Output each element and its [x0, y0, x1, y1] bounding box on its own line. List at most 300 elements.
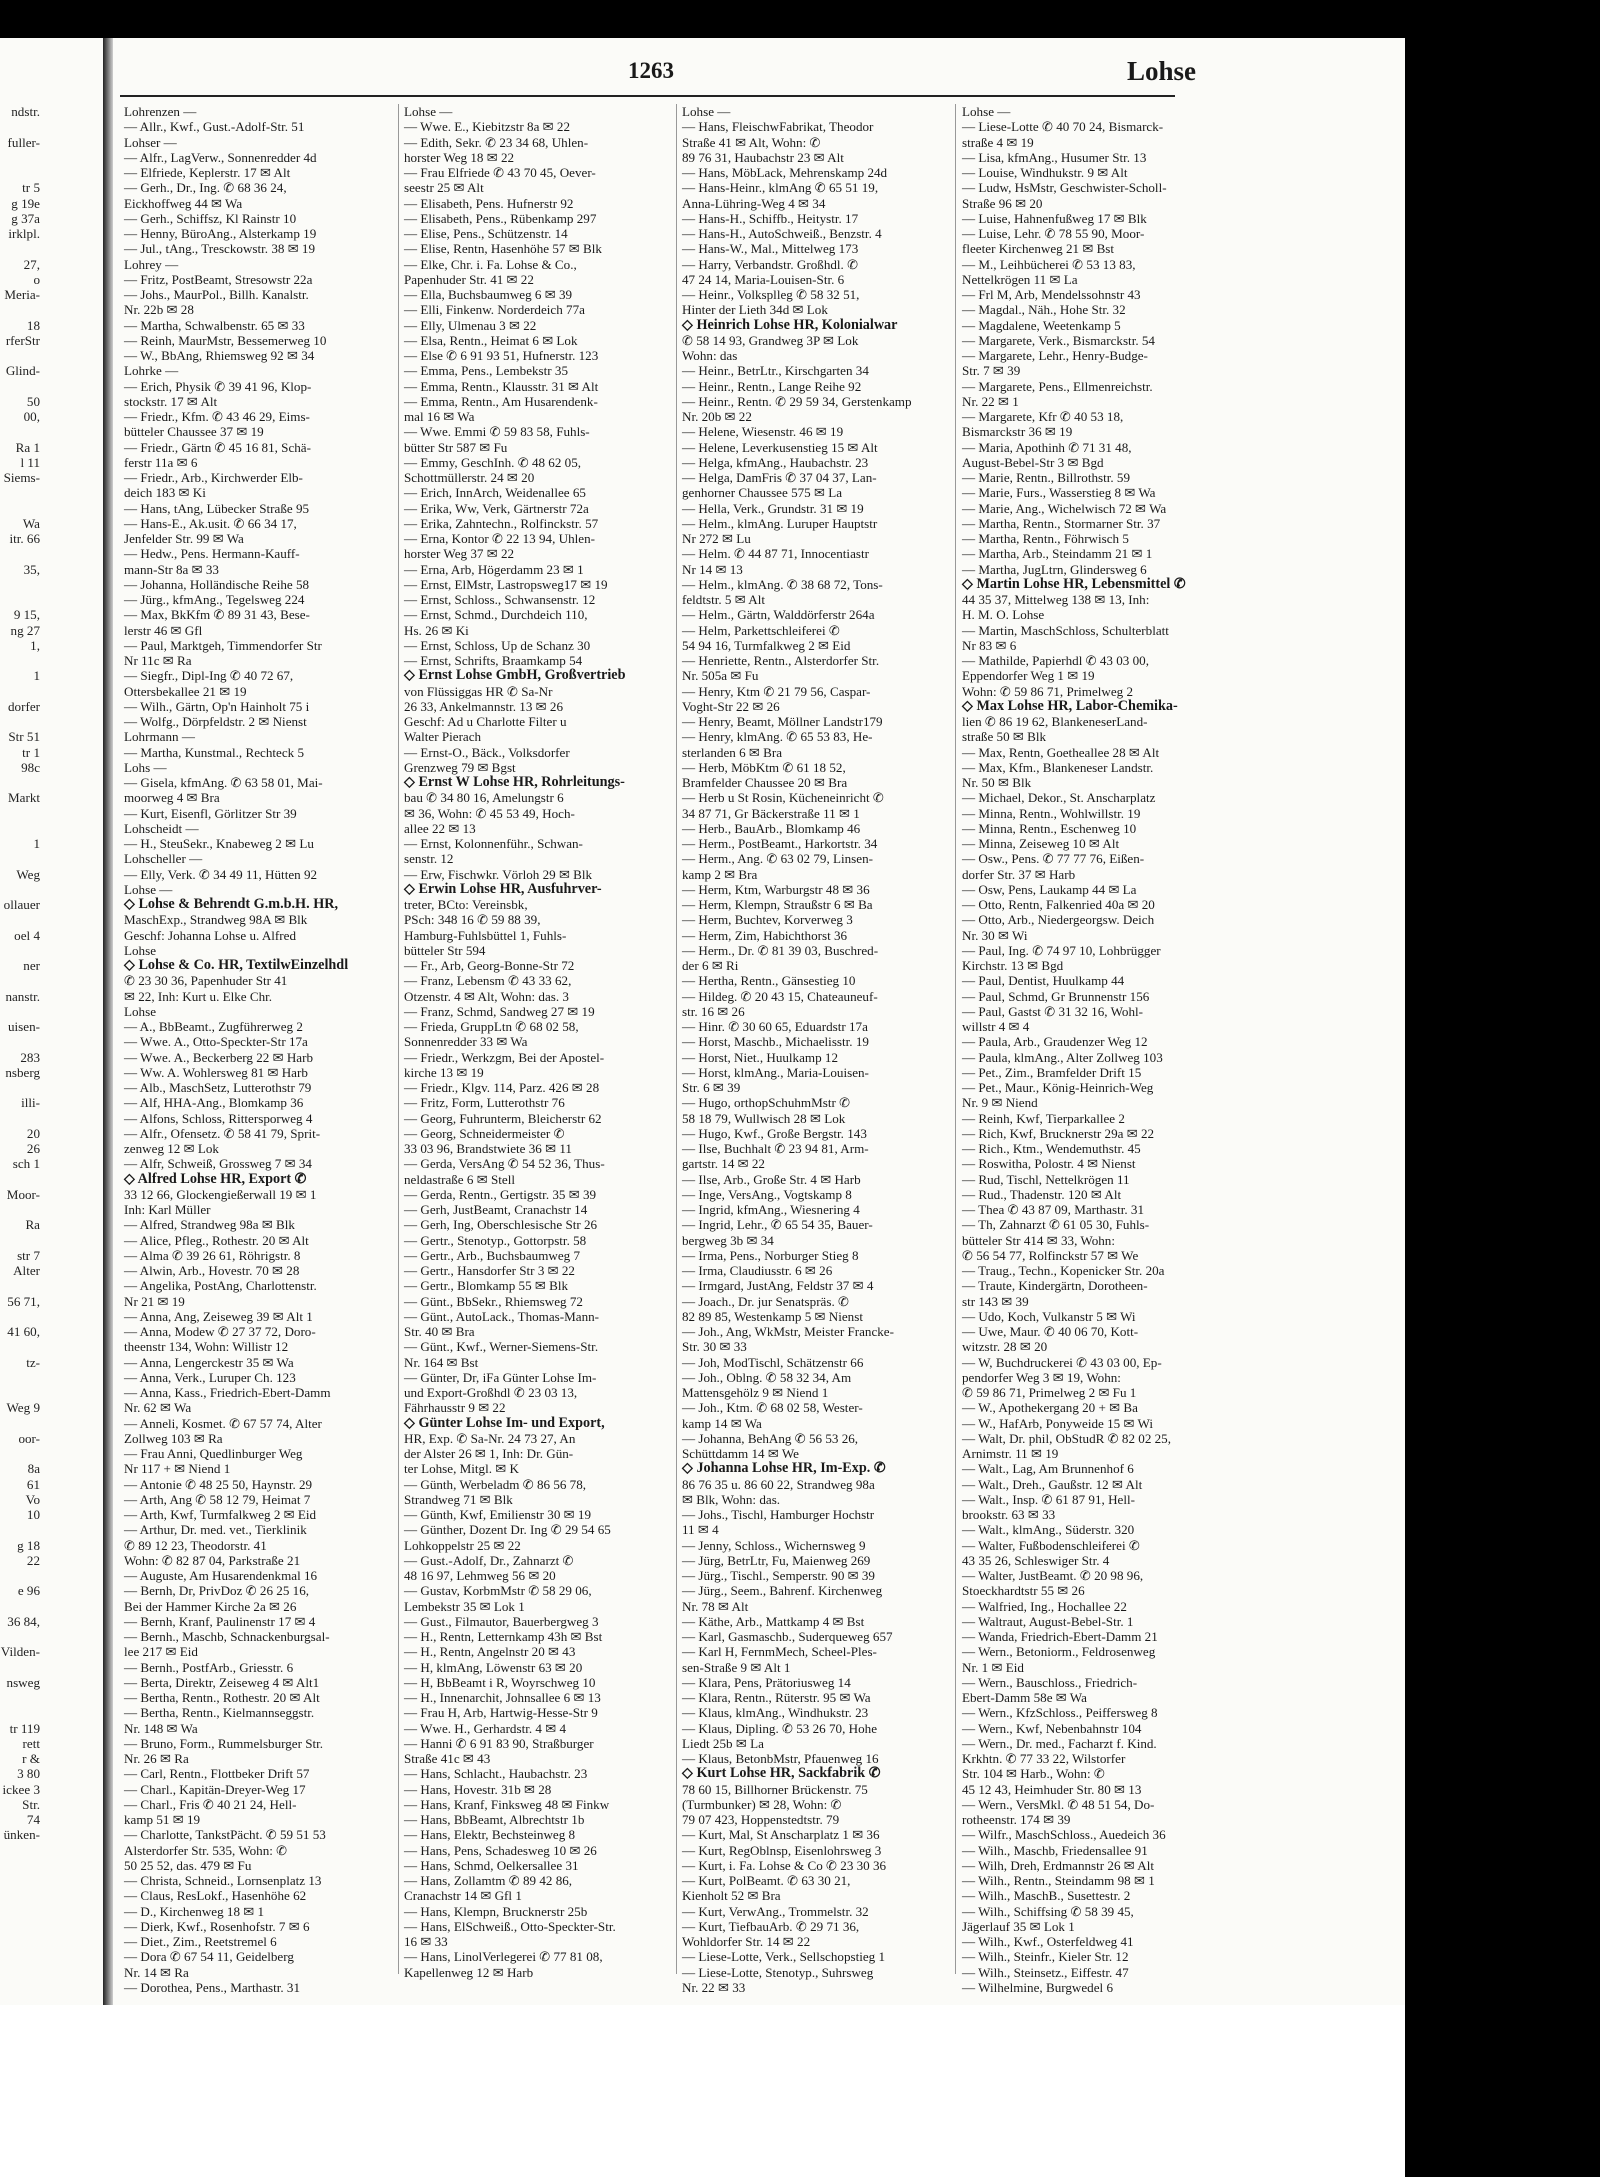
directory-entry: — Ingrid, Lehr., ✆ 65 54 35, Bauer- [682, 1217, 873, 1233]
directory-entry: — Gust., Filmautor, Bauerbergweg 3 [404, 1613, 599, 1629]
edge-fragment: 1, [30, 637, 40, 653]
directory-entry: rotheenstr. 174 ✉ 39 [962, 1812, 1071, 1827]
directory-entry: Straße 96 ✉ 20 [962, 195, 1043, 211]
edge-fragment: Ra [25, 1217, 40, 1233]
firm-entry: ◇ Martin Lohse HR, Lebensmittel ✆ [962, 575, 1186, 592]
directory-entry: — Paul, Dentist, Huulkamp 44 [962, 973, 1125, 989]
edge-fragment [0, 119, 40, 134]
directory-entry: — W, Buchdruckerei ✆ 43 03 00, Ep- [962, 1354, 1162, 1370]
directory-entry: — Paul, Gastst ✆ 31 32 16, Wohl- [962, 1003, 1143, 1019]
directory-entry: — Th, Zahnarzt ✆ 61 05 30, Fuhls- [962, 1217, 1150, 1233]
directory-entry: — Helga, kfmAng., Haubachstr. 23 [682, 454, 869, 470]
directory-entry: — Udo, Koch, Vulkanstr 5 ✉ Wi [962, 1308, 1136, 1324]
directory-entry: zenweg 12 ✉ Lok [124, 1141, 219, 1156]
edge-fragment [0, 653, 40, 668]
directory-entry: — Wilh., Rentn., Steindamm 98 ✉ 1 [962, 1873, 1155, 1888]
directory-entry: — H., Rentn, Letternkamp 43h ✉ Bst [404, 1629, 603, 1644]
edge-fragment [0, 714, 40, 729]
directory-entry: — Helm., klmAng. Luruper Hauptstr [682, 515, 878, 531]
directory-entry: — Martha, Schwalbenstr. 65 ✉ 33 [124, 317, 305, 333]
edge-fragment [0, 1629, 40, 1644]
edge-fragment: 36 84, [7, 1613, 40, 1629]
directory-entry: — Elly, Ulmenau 3 ✉ 22 [404, 317, 537, 333]
edge-fragment: itr. 66 [9, 531, 40, 546]
directory-entry: — Jul., tAng., Tresckowstr. 38 ✉ 19 [124, 241, 316, 257]
directory-entry: bau ✆ 34 80 16, Amelungstr 6 [404, 790, 564, 806]
directory-entry: Straße 41 ✉ Alt, Wohn: ✆ [682, 134, 821, 150]
directory-entry: — Frieda, GruppLtn ✆ 68 02 58, [404, 1019, 579, 1034]
directory-entry: — Kurt, i. Fa. Lohse & Co ✆ 23 30 36 [682, 1857, 887, 1873]
directory-entry: Wohn: ✆ 82 87 04, Parkstraße 21 [124, 1552, 301, 1568]
directory-entry: — Frl M, Arb, Mendelssohnstr 43 [962, 287, 1141, 302]
directory-entry: — Günt., Kwf., Werner-Siemens-Str. [404, 1339, 599, 1355]
directory-entry: — Ernst-O., Bäck., Volksdorfer [404, 744, 570, 760]
directory-entry: — Herm., Ang. ✆ 63 02 79, Linsen- [682, 851, 873, 867]
directory-entry: — Walt., Dreh., Gaußstr. 12 ✉ Alt [962, 1476, 1143, 1492]
firm-entry: ◇ Günter Lohse Im- und Export, [404, 1414, 605, 1431]
directory-entry: 33 12 66, Glockengießerwall 19 ✉ 1 [124, 1186, 317, 1202]
directory-entry: — Karl H, FernmMech, Scheel-Ples- [682, 1644, 877, 1660]
directory-entry: — Herm, Zim, Habichthorst 36 [682, 927, 848, 943]
directory-entry: — A., BbBeamt., Zugführerweg 2 [124, 1019, 303, 1034]
directory-entry: — Gertr., Hansdorfer Str 3 ✉ 22 [404, 1263, 575, 1278]
directory-entry: neldastraße 6 ✉ Stell [404, 1171, 515, 1187]
directory-entry: — Jürg, BetrLtr, Fu, Maienweg 269 [682, 1552, 871, 1568]
directory-entry: feldtstr. 5 ✉ Alt [682, 592, 765, 607]
directory-entry: — Hans-E., Ak.usit. ✆ 66 34 17, [124, 515, 297, 531]
directory-entry: Nettelkrögen 11 ✉ La [962, 271, 1078, 287]
directory-entry: — Elli, Finkenw. Norderdeich 77a [404, 302, 585, 318]
edge-fragment: Markt [8, 790, 40, 806]
directory-entry: Eickhoffweg 44 ✉ Wa [124, 195, 243, 211]
directory-entry: — Walt., Lag, Am Brunnenhof 6 [962, 1461, 1134, 1477]
directory-entry: — Wilh., Kwf., Osterfeldweg 41 [962, 1934, 1134, 1949]
directory-entry: — Gerh, JustBeamt, Cranachstr 14 [404, 1202, 588, 1217]
directory-entry: — M., Leihbücherei ✆ 53 13 83, [962, 256, 1136, 272]
directory-entry: HR, Exp. ✆ Sa-Nr. 24 73 27, An [404, 1430, 576, 1446]
directory-entry: — Wilfr., MaschSchloss., Auedeich 36 [962, 1827, 1166, 1843]
directory-entry: Nr. 20b ✉ 22 [682, 409, 752, 424]
directory-entry: horster Weg 18 ✉ 22 [404, 149, 515, 165]
directory-entry: — Ludw, HsMstr, Geschwister-Scholl- [962, 180, 1167, 196]
directory-entry: 54 94 16, Turmfalkweg 2 ✉ Eid [682, 637, 851, 653]
directory-entry: — Ernst, Schmd., Durchdeich 110, [404, 607, 588, 623]
directory-entry: — Emma, Rentn., Am Husarendenk- [404, 393, 598, 409]
column-divider [676, 104, 677, 1974]
directory-entry: — Harry, Verbandstr. Großhdl. ✆ [682, 256, 859, 272]
directory-entry: — Horst, klmAng., Maria-Louisen- [682, 1064, 869, 1080]
directory-entry: — Ernst, Schrifts, Braamkamp 54 [404, 653, 583, 668]
edge-fragment: 10 [26, 1507, 40, 1522]
directory-entry: — Hinr. ✆ 30 60 65, Eduardstr 17a [682, 1019, 868, 1034]
directory-entry: — Kurt, Mal, St Anscharplatz 1 ✉ 36 [682, 1827, 880, 1843]
directory-entry: — Heinr., Volksplleg ✆ 58 32 51, [682, 287, 860, 302]
directory-entry: — Thea ✆ 43 87 09, Marthastr. 31 [962, 1202, 1145, 1217]
directory-entry: — Gerda, Rentn., Gertigstr. 35 ✉ 39 [404, 1186, 597, 1202]
directory-entry: — Wern., Bauschloss., Friedrich- [962, 1674, 1138, 1690]
directory-entry: ✉ 36, Wohn: ✆ 45 53 49, Hoch- [404, 805, 575, 821]
directory-entry: — Friedr., Werkzgm, Bei der Apostel- [404, 1049, 605, 1065]
edge-fragment: tr 1 [22, 744, 40, 760]
directory-entry: — Bruno, Form., Rummelsburger Str. [124, 1735, 324, 1751]
directory-entry: — Pet., Maur., König-Heinrich-Weg [962, 1080, 1154, 1095]
directory-entry: brookstr. 63 ✉ 33 [962, 1507, 1056, 1522]
directory-entry: — Irma, Claudiusstr. 6 ✉ 26 [682, 1263, 833, 1278]
directory-entry: — Henry, klmAng. ✆ 65 53 83, He- [682, 729, 873, 745]
directory-entry: — Helm., klmAng. ✆ 38 68 72, Tons- [682, 576, 883, 592]
directory-entry: — Wern., Betoniorm., Feldrosenweg [962, 1644, 1156, 1660]
edge-fragment: uisen- [8, 1019, 40, 1034]
directory-entry: Lohscheller — [124, 851, 203, 867]
column-divider [955, 104, 956, 1974]
edge-fragment: r & [22, 1751, 40, 1766]
directory-entry: — Angelika, PostAng, Charlottenstr. [124, 1278, 317, 1294]
directory-entry: — Jürg., kfmAng., Tegelsweg 224 [124, 592, 305, 607]
directory-entry: — Dierk, Kwf., Rosenhofstr. 7 ✉ 6 [124, 1918, 310, 1934]
directory-entry: — Alfr., Ofensetz. ✆ 58 41 79, Sprit- [124, 1125, 321, 1141]
directory-entry: — Johs., MaurPol., Billh. Kanalstr. [124, 287, 309, 302]
directory-entry: 50 25 52, das. 479 ✉ Fu [124, 1857, 252, 1873]
directory-entry: Lembekstr 35 ✉ Lok 1 [404, 1598, 525, 1614]
edge-fragment [0, 1705, 40, 1720]
directory-entry: — Wwe. A., Otto-Speckter-Str 17a [124, 1034, 308, 1050]
edge-fragment: 50 [26, 393, 40, 409]
edge-fragment [0, 1278, 40, 1293]
directory-entry: — Karl, Gasmaschb., Suderqueweg 657 [682, 1629, 893, 1644]
directory-entry: Str. 7 ✉ 39 [962, 363, 1021, 379]
directory-entry: Lohse — [404, 104, 453, 119]
edge-fragment: nsberg [5, 1064, 40, 1080]
page-number: 1263 [628, 58, 674, 83]
edge-fragment: Alter [13, 1263, 40, 1278]
edge-fragment [0, 1568, 40, 1583]
directory-entry: Wohn: ✆ 59 86 71, Primelweg 2 [962, 683, 1134, 699]
edge-fragment [0, 973, 40, 988]
directory-entry: 89 76 31, Haubachstr 23 ✉ Alt [682, 149, 844, 165]
directory-entry: mal 16 ✉ Wa [404, 409, 475, 424]
directory-entry: Cranachstr 14 ✉ Gfl 1 [404, 1888, 522, 1904]
edge-fragment: tr 119 [9, 1720, 40, 1736]
directory-entry: — Christa, Schneid., Lornsenplatz 13 [124, 1873, 322, 1888]
directory-entry: — Günt., AutoLack., Thomas-Mann- [404, 1308, 600, 1324]
directory-entry: — Hans, ElSchweiß., Otto-Speckter-Str. [404, 1918, 616, 1934]
directory-entry: Stoeckhardtstr 55 ✉ 26 [962, 1583, 1085, 1599]
directory-entry: — Jürg., Seem., Bahrenf. Kirchenweg [682, 1583, 883, 1599]
directory-entry: Lohrey — [124, 256, 179, 272]
directory-entry: — Walt., klmAng., Süderstr. 320 [962, 1522, 1135, 1538]
edge-fragment [0, 1522, 40, 1537]
directory-entry: Ottersbekallee 21 ✉ 19 [124, 683, 247, 699]
directory-entry: ✆ 59 86 71, Primelweg 2 ✉ Fu 1 [962, 1385, 1137, 1400]
directory-entry: — Wilh., Steinsetz., Eiffestr. 47 [962, 1964, 1129, 1980]
directory-entry: — Erna, Kontor ✆ 22 13 94, Uhlen- [404, 531, 595, 546]
edge-fragment [0, 851, 40, 866]
directory-entry: willstr 4 ✉ 4 [962, 1019, 1030, 1034]
edge-fragment [0, 1690, 40, 1705]
directory-entry: — Gertr., Stenotyp., Gottorpstr. 58 [404, 1232, 587, 1248]
directory-entry: — Liese-Lotte, Stenotyp., Suhrsweg [682, 1964, 874, 1980]
directory-entry: — Wwe. H., Gerhardstr. 4 ✉ 4 [404, 1720, 567, 1736]
edge-fragment: 283 [20, 1049, 40, 1065]
directory-entry: — Liese-Lotte, Verk., Sellschopstieg 1 [682, 1949, 886, 1965]
directory-entry: Nr 14 ✉ 13 [682, 561, 743, 577]
directory-entry: — Liese-Lotte ✆ 40 70 24, Bismarck- [962, 119, 1164, 135]
directory-entry: — Henny, BüroAng., Alsterkamp 19 [124, 226, 317, 241]
directory-entry: — Alfons, Schloss, Rittersporweg 4 [124, 1110, 313, 1126]
directory-entry: — Erw, Fischwkr. Vörloh 29 ✉ Blk [404, 866, 593, 882]
directory-entry: — Ernst, Schloss., Schwansenstr. 12 [404, 592, 596, 607]
directory-entry: — Frau Elfriede ✆ 43 70 45, Oever- [404, 165, 596, 180]
directory-entry: — Charlotte, TankstPächt. ✆ 59 51 53 [124, 1827, 326, 1843]
directory-entry: Anna-Lühring-Weg 4 ✉ 34 [682, 195, 826, 211]
directory-entry: — Herm, Ktm, Warburgstr 48 ✉ 36 [682, 881, 870, 897]
edge-fragment [0, 1004, 40, 1019]
directory-entry: — Helm. ✆ 44 87 71, Innocentiastr [682, 546, 869, 562]
directory-entry: — Günther, Dozent Dr. Ing ✆ 29 54 65 [404, 1522, 611, 1538]
directory-entry: — Erika, Ww, Verk, Gärtnerstr 72a [404, 500, 589, 516]
directory-entry: — H., Innenarchit, Johnsallee 6 ✉ 13 [404, 1690, 601, 1705]
directory-entry: — Dora ✆ 67 54 11, Geidelberg [124, 1949, 294, 1965]
directory-entry: — Anna, Modew ✆ 27 37 72, Doro- [124, 1324, 316, 1339]
directory-entry: — Margarete, Kfr ✆ 40 53 18, [962, 409, 1124, 424]
directory-entry: — Anna, Verk., Luruper Ch. 123 [124, 1369, 296, 1385]
edge-fragment: Vo [25, 1491, 40, 1507]
directory-entry: — Siegfr., Dipl-Ing ✆ 40 72 67, [124, 668, 294, 684]
directory-entry: — Franz, Lebensm ✆ 43 33 62, [404, 973, 572, 989]
directory-entry: — Alice, Pfleg., Rothestr. 20 ✉ Alt [124, 1232, 309, 1248]
directory-entry: — Lisa, kfmAng., Husumer Str. 13 [962, 149, 1147, 165]
directory-entry: Lohrmann — [124, 729, 195, 745]
edge-fragment [0, 1370, 40, 1385]
directory-column-1 [124, 104, 394, 1995]
directory-entry: — Herb u St Rosin, Kücheneinricht ✆ [682, 790, 884, 806]
directory-entry: — Hans, Pens, Schadesweg 10 ✉ 26 [404, 1842, 597, 1858]
directory-column-4 [962, 104, 1232, 1995]
directory-entry: Lohrenzen — [124, 104, 197, 119]
directory-entry: Inh: Karl Müller [124, 1202, 211, 1217]
directory-entry: Nr. 148 ✉ Wa [124, 1720, 198, 1736]
directory-entry: der Alster 26 ✉ 1, Inh: Dr. Gün- [404, 1446, 574, 1461]
directory-entry: Nr 83 ✉ 6 [962, 637, 1017, 653]
directory-entry: straße 50 ✉ Blk [962, 729, 1047, 745]
directory-entry: — Anna, Lengerckestr 35 ✉ Wa [124, 1354, 294, 1370]
directory-entry: — Minna, Rentn., Eschenweg 10 [962, 820, 1137, 836]
directory-entry: — Marie, Ang., Wichelwisch 72 ✉ Wa [962, 500, 1167, 516]
edge-fragment: 35, [23, 561, 40, 577]
directory-entry: — Hans, Kranf, Finksweg 48 ✉ Finkw [404, 1796, 610, 1812]
edge-fragment: Weg 9 [6, 1400, 40, 1416]
edge-fragment: Str. [22, 1796, 40, 1812]
directory-entry: 79 07 423, Hoppenstedtstr. 79 [682, 1812, 840, 1827]
directory-entry: — Ilse, Buchhalt ✆ 23 94 81, Arm- [682, 1141, 869, 1156]
directory-entry: — Klaus, klmAng., Windhukstr. 23 [682, 1705, 869, 1721]
directory-entry: — Traute, Kindergärtn, Dorotheen- [962, 1278, 1148, 1294]
directory-entry: Geschf: Ad u Charlotte Filter u [404, 714, 567, 729]
edge-fragment: tz- [26, 1354, 40, 1370]
directory-entry: 11 ✉ 4 [682, 1522, 719, 1538]
directory-entry: allee 22 ✉ 13 [404, 820, 476, 836]
edge-fragment: str 7 [17, 1247, 40, 1263]
directory-entry: lerstr 46 ✉ Gfl [124, 622, 203, 638]
directory-entry: — Helene, Wiesenstr. 46 ✉ 19 [682, 424, 844, 440]
directory-entry: — Martha, Rentn., Föhrwisch 5 [962, 531, 1129, 546]
directory-entry: — Mathilde, Papierhdl ✆ 43 03 00, [962, 653, 1149, 668]
directory-entry: — Helm, Parkettschleiferei ✆ [682, 622, 840, 638]
scan-border-top [0, 0, 1405, 38]
edge-fragment: Siems- [3, 470, 40, 485]
edge-fragment: rett [22, 1735, 40, 1751]
directory-entry: — Walter, Fußbodenschleiferei ✆ [962, 1537, 1140, 1553]
directory-entry: str 143 ✉ 39 [962, 1293, 1029, 1309]
edge-fragment: 20 [26, 1125, 40, 1141]
edge-fragment [0, 1660, 40, 1675]
edge-fragment: oor- [18, 1430, 40, 1446]
directory-entry: — Helga, DamFris ✆ 37 04 37, Lan- [682, 470, 877, 485]
edge-fragment: ollauer [3, 897, 40, 912]
directory-entry: (Turmbunker) ✉ 28, Wohn: ✆ [682, 1796, 842, 1812]
directory-entry: — Hans-W., Mal., Mittelweg 173 [682, 241, 859, 257]
directory-entry: treter, BCto: Vereinsbk, [404, 897, 528, 912]
scan-blank-area [0, 2005, 1405, 2177]
directory-entry: — W., HafArb, Ponyweide 15 ✉ Wi [962, 1415, 1153, 1431]
directory-entry: Nr. 26 ✉ Ra [124, 1751, 189, 1766]
directory-entry: — Arth, Ang ✆ 58 12 79, Heimat 7 [124, 1491, 311, 1507]
edge-fragment: 18 [26, 317, 40, 333]
directory-entry: — Magdal., Näh., Hohe Str. 32 [962, 302, 1126, 318]
edge-fragment: illi- [21, 1095, 40, 1111]
directory-entry: — Bernh, Dr, PrivDoz ✆ 26 25 16, [124, 1583, 310, 1599]
directory-entry: witzstr. 28 ✉ 20 [962, 1339, 1048, 1355]
directory-entry: Nr. 22b ✉ 28 [124, 302, 194, 318]
directory-entry: — Gisela, kfmAng. ✆ 63 58 01, Mai- [124, 775, 323, 790]
directory-entry: — Ella, Buchsbaumweg 6 ✉ 39 [404, 287, 573, 302]
directory-entry: — Horst, Niet., Huulkamp 12 [682, 1049, 839, 1065]
edge-fragment: oel 4 [14, 927, 40, 943]
directory-entry: — Ilse, Arb., Große Str. 4 ✉ Harb [682, 1171, 861, 1187]
directory-entry: — Anneli, Kosmet. ✆ 67 57 74, Alter [124, 1415, 322, 1431]
directory-entry: — Erna, Arb, Högerdamm 23 ✉ 1 [404, 561, 584, 577]
directory-entry: — Elsa, Rentn., Heimat 6 ✉ Lok [404, 332, 578, 348]
directory-entry: Nr 21 ✉ 19 [124, 1293, 185, 1309]
directory-entry: Lohse [124, 1003, 156, 1019]
directory-entry: Wohn: das [682, 348, 738, 363]
directory-entry: — D., Kirchenweg 18 ✉ 1 [124, 1903, 265, 1919]
directory-entry: Lohse — [124, 881, 173, 897]
directory-entry: — Uwe, Maur. ✆ 40 06 70, Kott- [962, 1324, 1139, 1339]
directory-entry: Str. 30 ✉ 33 [682, 1339, 747, 1355]
directory-entry: — Dorothea, Pens., Marthastr. 31 [124, 1979, 301, 1995]
directory-entry: — Henry, Ktm ✆ 21 79 56, Caspar- [682, 683, 871, 699]
directory-entry: theenstr 134, Wohn: Willistr 12 [124, 1339, 289, 1355]
firm-entry: ◇ Ernst W Lohse HR, Rohrleitungs- [404, 774, 625, 790]
previous-page-edge-column [0, 104, 40, 1984]
directory-entry: 33 03 96, Brandstwiete 36 ✉ 11 [404, 1141, 572, 1156]
directory-entry: — Ingrid, kfmAng., Wiesnering 4 [682, 1202, 860, 1217]
edge-fragment [0, 1339, 40, 1354]
directory-entry: — Osw., Pens. ✆ 77 77 76, Eißen- [962, 851, 1145, 867]
edge-fragment [0, 1111, 40, 1126]
edge-fragment: g 19e [11, 195, 40, 211]
directory-entry: Jägerlauf 35 ✉ Lok 1 [962, 1918, 1075, 1934]
directory-column-2 [404, 104, 671, 1984]
edge-fragment: ner [23, 958, 40, 973]
directory-entry: Alsterdorfer Str. 535, Wohn: ✆ [124, 1842, 288, 1858]
directory-entry: lien ✆ 86 19 62, BlankeneserLand- [962, 714, 1148, 729]
directory-entry: — H, BbBeamt i R, Woyrschweg 10 [404, 1674, 596, 1690]
directory-entry: — Emma, Rentn., Klausstr. 31 ✉ Alt [404, 378, 599, 394]
directory-entry: PSch: 348 16 ✆ 59 88 39, [404, 912, 541, 928]
directory-entry: — Bernh., PostfArb., Griesstr. 6 [124, 1659, 294, 1675]
edge-fragment: Str 51 [8, 729, 40, 745]
edge-fragment: 1 [33, 668, 40, 684]
directory-entry: — Helene, Leverkusenstieg 15 ✉ Alt [682, 439, 878, 455]
directory-entry: Jenfelder Str. 99 ✉ Wa [124, 531, 244, 546]
directory-entry: 82 89 85, Westenkamp 5 ✉ Nienst [682, 1308, 863, 1324]
directory-entry: gartstr. 14 ✉ 22 [682, 1156, 765, 1172]
directory-entry: — Klara, Rentn., Rüterstr. 95 ✉ Wa [682, 1690, 871, 1705]
edge-fragment: 56 71, [7, 1293, 40, 1309]
directory-entry: 48 16 97, Lehmweg 56 ✉ 20 [404, 1568, 556, 1583]
directory-entry: straße 4 ✉ 19 [962, 134, 1034, 150]
directory-entry: — Hedw., Pens. Hermann-Kauff- [124, 546, 300, 562]
edge-fragment: 8a [27, 1461, 40, 1477]
directory-entry: ✆ 56 54 77, Rolfinckstr 57 ✉ We [962, 1247, 1139, 1263]
directory-entry: — Heinr., Rentn., Lange Reihe 92 [682, 378, 862, 394]
directory-entry: — Joh., Oblng. ✆ 58 32 34, Am [682, 1369, 852, 1385]
directory-entry: Bismarckstr 36 ✉ 19 [962, 424, 1073, 440]
directory-entry: — Elfriede, Keplerstr. 17 ✉ Alt [124, 165, 291, 180]
directory-entry: — Hugo, Kwf., Große Bergstr. 143 [682, 1125, 867, 1141]
directory-entry: — Günt., BbSekr., Rhiemsweg 72 [404, 1293, 583, 1309]
directory-entry: — Irma, Pens., Norburger Stieg 8 [682, 1247, 859, 1263]
directory-entry: — Osw, Pens, Laukamp 44 ✉ La [962, 881, 1137, 897]
edge-fragment [0, 241, 40, 256]
directory-entry: — Walfried, Ing., Hochallee 22 [962, 1598, 1127, 1614]
edge-fragment: ng 27 [10, 622, 40, 638]
firm-entry: ◇ Lohse & Behrendt G.m.b.H. HR, [124, 896, 339, 912]
edge-fragment: 22 [26, 1552, 40, 1568]
directory-entry: — Wern., Kwf, Nebenbahnstr 104 [962, 1720, 1142, 1736]
directory-entry: — Hans, Zollamtm ✆ 89 42 86, [404, 1873, 573, 1888]
directory-entry: Str. 40 ✉ Bra [404, 1324, 475, 1339]
firm-entry: ◇ Ernst Lohse GmbH, Großvertrieb [404, 667, 626, 684]
directory-entry: Bramfelder Chaussee 20 ✉ Bra [682, 775, 848, 790]
directory-entry: Straße 41c ✉ 43 [404, 1751, 491, 1766]
directory-entry: — Carl, Rentn., Flottbeker Drift 57 [124, 1766, 310, 1782]
directory-entry: bergweg 3b ✉ 34 [682, 1232, 774, 1248]
directory-entry: pendorfer Weg 3 ✉ 19, Wohn: [962, 1369, 1121, 1385]
directory-entry: ✆ 89 12 23, Theodorstr. 41 [124, 1537, 267, 1553]
directory-entry: Nr. 14 ✉ Ra [124, 1964, 189, 1980]
directory-entry: bütteler Chaussee 37 ✉ 19 [124, 424, 264, 440]
directory-entry: — Joh, ModTischl, Schätzenstr 66 [682, 1354, 864, 1370]
directory-entry: Otzenstr. 4 ✉ Alt, Wohn: das. 3 [404, 988, 569, 1004]
directory-entry: — Horst, Maschb., Michaelisstr. 19 [682, 1034, 869, 1050]
directory-entry: — Wwe. E., Kiebitzstr 8a ✉ 22 [404, 119, 570, 135]
directory-entry: — Elise, Pens., Schützenstr. 14 [404, 226, 568, 241]
directory-entry: — Hans, BbBeamt, Albrechtstr 1b [404, 1812, 585, 1827]
directory-entry: — Henry, Beamt, Möllner Landstr179 [682, 714, 883, 729]
directory-entry: — Waltraut, August-Bebel-Str. 1 [962, 1613, 1134, 1629]
edge-fragment: 41 60, [7, 1324, 40, 1339]
directory-entry: Hinter der Lieth 34d ✉ Lok [682, 302, 828, 318]
directory-entry: — Reinh, MaurMstr, Bessemerweg 10 [124, 332, 327, 348]
directory-entry: — Franz, Schmd, Sandweg 27 ✉ 19 [404, 1003, 595, 1019]
directory-entry: — Rud., Thadenstr. 120 ✉ Alt [962, 1186, 1122, 1202]
directory-entry: — Michael, Dekor., St. Anscharplatz [962, 790, 1156, 806]
directory-entry: — Walter, JustBeamt. ✆ 20 98 96, [962, 1568, 1144, 1583]
directory-entry: — Klara, Pens, Prätoriusweg 14 [682, 1674, 851, 1690]
